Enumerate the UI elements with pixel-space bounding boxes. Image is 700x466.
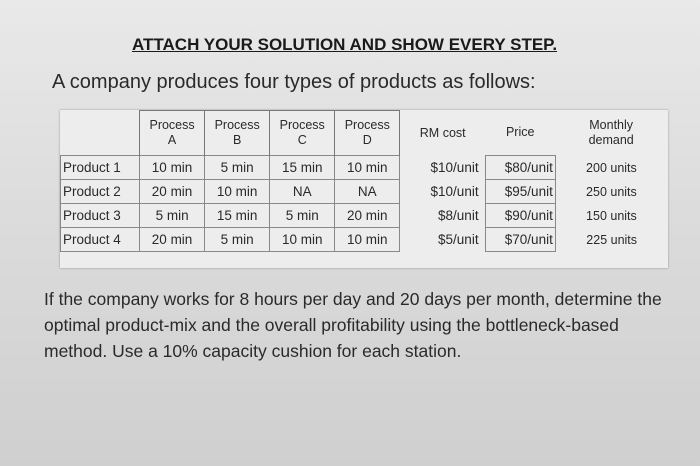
header-price: Price	[505, 125, 535, 140]
process-d-cell: 20 min	[335, 204, 400, 228]
process-b-cell: 5 min	[205, 156, 270, 180]
page-title: ATTACH YOUR SOLUTION AND SHOW EVERY STEP.	[132, 35, 558, 54]
process-b-cell: 15 min	[205, 204, 270, 228]
table-row	[61, 156, 668, 180]
header-process-a	[140, 111, 205, 156]
rm-cost-cell: $10/unit	[430, 184, 479, 199]
rm-cost-cell: $8/unit	[438, 208, 479, 223]
process-c-cell: 5 min	[270, 204, 335, 228]
product-name-cell: Product 1	[61, 156, 140, 180]
table-row	[61, 204, 668, 228]
demand-cell: 150 units	[586, 208, 637, 223]
header-process-c-line2: C	[297, 133, 307, 147]
table-row	[61, 180, 668, 204]
process-b-cell: 5 min	[205, 228, 270, 252]
rm-cost-cell: $5/unit	[438, 232, 479, 247]
product-table-container	[60, 110, 668, 268]
price-cell: $90/unit	[485, 204, 555, 228]
table-header-row	[61, 111, 668, 156]
process-c-cell: 15 min	[270, 156, 335, 180]
product-name-cell: Product 4	[61, 228, 140, 252]
header-process-a-line1: Process	[149, 118, 195, 132]
process-a-cell: 20 min	[140, 228, 205, 252]
process-a-cell: 10 min	[140, 156, 205, 180]
header-empty	[61, 111, 140, 156]
table-row	[61, 228, 668, 252]
process-d-cell: 10 min	[335, 156, 400, 180]
demand-cell: 200 units	[586, 160, 637, 175]
product-name-cell: Product 3	[61, 204, 140, 228]
product-table	[60, 110, 668, 252]
product-name-cell: Product 2	[61, 180, 140, 204]
process-c-cell: 10 min	[270, 228, 335, 252]
header-process-b	[205, 111, 270, 156]
process-d-cell: 10 min	[335, 228, 400, 252]
process-d-cell: NA	[335, 180, 400, 204]
question-text: If the company works for 8 hours per day and 20 days per month, determine the optimal product-mix and the overall profitability using the bottleneck-based method. Use a 10% capacity cushion for each station.	[44, 289, 662, 361]
price-cell: $95/unit	[485, 180, 555, 204]
header-process-c	[270, 111, 335, 156]
header-rm-cost: RM cost	[419, 125, 466, 140]
header-process-b-line2: B	[232, 133, 242, 147]
intro-text: A company produces four types of products as follows:	[52, 71, 536, 93]
process-a-cell: 20 min	[140, 180, 205, 204]
demand-cell: 225 units	[586, 232, 638, 247]
price-cell: $70/unit	[485, 228, 555, 252]
header-process-a-line2: A	[167, 133, 177, 147]
demand-cell: 250 units	[586, 184, 637, 199]
header-process-c-line1: Process	[279, 118, 325, 132]
header-process-d-line1: Process	[344, 118, 390, 132]
header-demand-line2: demand	[588, 133, 634, 147]
header-process-d-line2: D	[362, 133, 372, 147]
header-process-d	[335, 111, 400, 156]
process-a-cell: 5 min	[140, 204, 205, 228]
process-c-cell: NA	[270, 180, 335, 204]
header-process-b-line1: Process	[214, 118, 260, 132]
price-cell: $80/unit	[485, 156, 555, 180]
header-demand-line1: Monthly	[589, 118, 634, 132]
header-monthly-demand	[555, 111, 667, 156]
process-b-cell: 10 min	[205, 180, 270, 204]
rm-cost-cell: $10/unit	[430, 160, 479, 175]
